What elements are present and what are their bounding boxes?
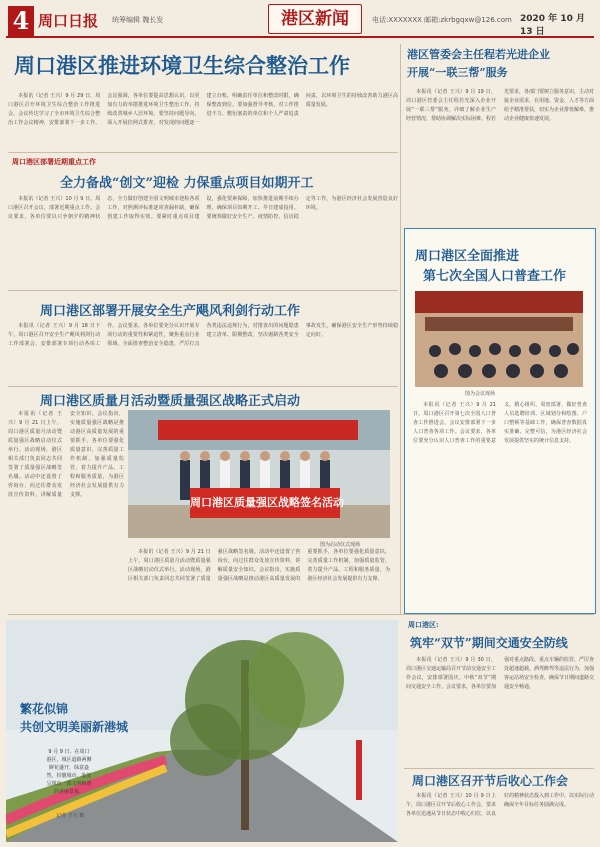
section-title: 港区新闻 — [268, 4, 362, 34]
main-headline: 周口港区推进环境卫生综合整治工作 — [14, 53, 350, 78]
census-photo-caption: 图为会议现场 — [465, 391, 496, 397]
traffic-kicker: 周口港区: — [408, 620, 439, 629]
aftercare-headline: 周口港区召开节后收心工作会 — [412, 774, 569, 788]
census-photo-illustration — [415, 291, 583, 387]
census-box — [404, 228, 596, 614]
quality-photo-illustration — [128, 410, 390, 538]
main-article-body: 本报讯（记者 王兴）9 月 29 日，周口港区召开环境卫生综合整治工作推进会，会议传达学习了全市环境卫生综合整治工作会议精神，安排部署下一步工作。会议强调，各单位要提高思想认识，以更加有力的举措推进环境卫生整治工作，持续改善城乡人居环境。要坚持问题导向，深入开展拉网式排查，对发现的问题逐一建立台账，明确责任单位和整改时限，确保整改到位。要加强督导考核，对工作推进不力、敷衍塞责的单位和个人严肃追责问责，以环境卫生的持续改善助力港区高质量发展。 — [8, 93, 398, 126]
key-work-body: 本报讯（记者 王兴）10 月 9 日，周口港区召开会议，部署近期重点工作。会议要求，各单位要以只争朝夕的精神状态，全力做好创建全国文明城市迎检各项工作，对照测评标准逐项查漏补缺，确保创建工作取得实效。要紧盯重点项目建设，强化要素保障，加快推进前期手续办理，确保项目如期开工、早日建成投用。要统筹做好安全生产、疫情防控、信访稳定等工作，为港区经济社会发展营造良好环境。 — [8, 196, 398, 220]
page-number: 4 — [8, 6, 34, 36]
feature-byline: 记者 王兴 摄 — [56, 813, 85, 819]
feature-title-1: 繁花似锦 — [20, 702, 69, 716]
census-headline-2: 第七次全国人口普查工作 — [423, 269, 567, 284]
traffic-body: 本报讯（记者 王兴）9 月 30 日，周口港区交通运输局召开节前交通安全工作会议，安排部署国庆、中秋“双节”期间交通安全工作。会议要求，各单位要加强对重点路段、重点车辆的监管，严厉查处超速超载、酒驾醉驾等违法行为，加强客运站场安全检查，确保节日期间道路交通安全畅通。 — [406, 657, 594, 690]
right-top-body: 本报讯（记者 王兴）9 月 19 日，周口港区管委会主任程若光深入企业开展“一联三帮”服务，详细了解企业生产经营情况，帮助协调解决实际困难。程若光要求，各部门要树立服务意识，主动对接企业需求，在用地、资金、人才等方面给予精准帮扶，切实为企业排忧解难，推动企业健康快速发展。 — [406, 89, 594, 122]
quality-banner-text: 周口港区质量强区战略签名活动 — [190, 496, 344, 509]
safety-headline: 周口港区部署开展安全生产飓风利剑行动工作 — [40, 304, 301, 319]
right-top-headline-2: 开展“一联三帮”服务 — [407, 66, 508, 79]
quality-photo-caption: 图为启动仪式现场 — [320, 542, 361, 548]
safety-body: 本报讯（记者 王兴）9 月 18 日下午，周口港区召开安全生产飓风利剑行动工作部署会，安排部署专项行动各项工作。会议要求，各单位要充分认识开展专项行动的重要性和紧迫性，聚焦重点行业领域，全面排查整治安全隐患，严厉打击各类违法违规行为，对排查出的问题隐患建立清单、限期整改，坚决遏制各类安全事故发生，确保港区安全生产形势持续稳定向好。 — [8, 323, 398, 347]
census-photo — [415, 291, 583, 387]
masthead-logo: 周口日报 — [38, 12, 99, 30]
section-contact: 电话:XXXXXXX 邮箱:zkrbgqxw@126.com — [372, 16, 512, 24]
census-body: 本报讯（记者 王兴）9 月 21 日，周口港区召开第七次全国人口普查工作推进会，会议安排部署下一步人口普查各项工作。会议要求，各单位要充分认识人口普查工作的重要意义，精心组织、周密部署，做好普查人员选聘培训、区域划分和绘图、户口整顿等基础工作，确保普查数据真实准确、完整可信，为港区经济社会发展提供坚实的统计信息支持。 — [413, 402, 587, 444]
right-top-headline-1: 港区管委会主任程若光进企业 — [407, 48, 550, 61]
quality-event-photo — [128, 410, 390, 538]
traffic-headline: 筑牢“双节”期间交通安全防线 — [410, 636, 568, 650]
census-headline-1: 周口港区全面推进 — [415, 249, 520, 264]
key-work-headline: 全力备战“创文”迎检 力保重点项目如期开工 — [60, 176, 314, 191]
key-work-kicker: 周口港区部署近期重点工作 — [12, 157, 96, 166]
quality-body: 本报讯（记者 王兴）9 月 21 日上午，周口港区质量月活动暨质量强区战略启动仪式举行。活动现场，港区相关部门负责同志共同签署了质量强区战略签名墙。活动中还设置了咨询台，向过往群众发放宣传资料，讲解质量安全知识。会议指出，实施质量强区战略是推动港区高质量发展的重要抓手，各单位要强化质量意识，完善质量工作机制，加强质量监管，着力提升产品、工程和服务质量，为港区经济社会发展提供有力支撑。 — [8, 411, 124, 498]
header-rule — [6, 36, 594, 38]
aftercare-body: 本报讯（记者 王兴）10 月 9 日上午，周口港区召开节后收心工作会，要求各单位迅速从节日状态中收心归位，以良好的精神状态投入到工作中，以实际行动确保全年目标任务圆满完成。 — [406, 793, 594, 817]
issue-date: 2020 年 10 月 13 日 — [520, 14, 585, 37]
feature-title-2: 共创文明美丽新港城 — [20, 720, 129, 734]
quality-headline: 周口港区质量月活动暨质量强区战略正式启动 — [40, 394, 301, 409]
feature-caption: 9 月 9 日，在周口港区，城区道路两侧鲜花盛开，绿意盎然，扮靓城市，处处呈现出一派文明和谐的美丽景象。 — [46, 749, 92, 795]
quality-body-continued: 本报讯（记者 王兴）9 月 21 日上午，周口港区质量月活动暨质量强区战略启动仪式举行。活动现场，港区相关部门负责同志共同签署了质量强区战略签名墙。活动中还设置了咨询台，向过往群众发放宣传资料，讲解质量安全知识。会议指出，实施质量强区战略是推动港区高质量发展的重要抓手，各单位要强化质量意识，完善质量工作机制，加强质量监管，着力提升产品、工程和服务质量，为港区经济社会发展提供有力支撑。 — [128, 549, 390, 582]
masthead-editor: 统筹编辑 魏长发 — [112, 16, 164, 24]
